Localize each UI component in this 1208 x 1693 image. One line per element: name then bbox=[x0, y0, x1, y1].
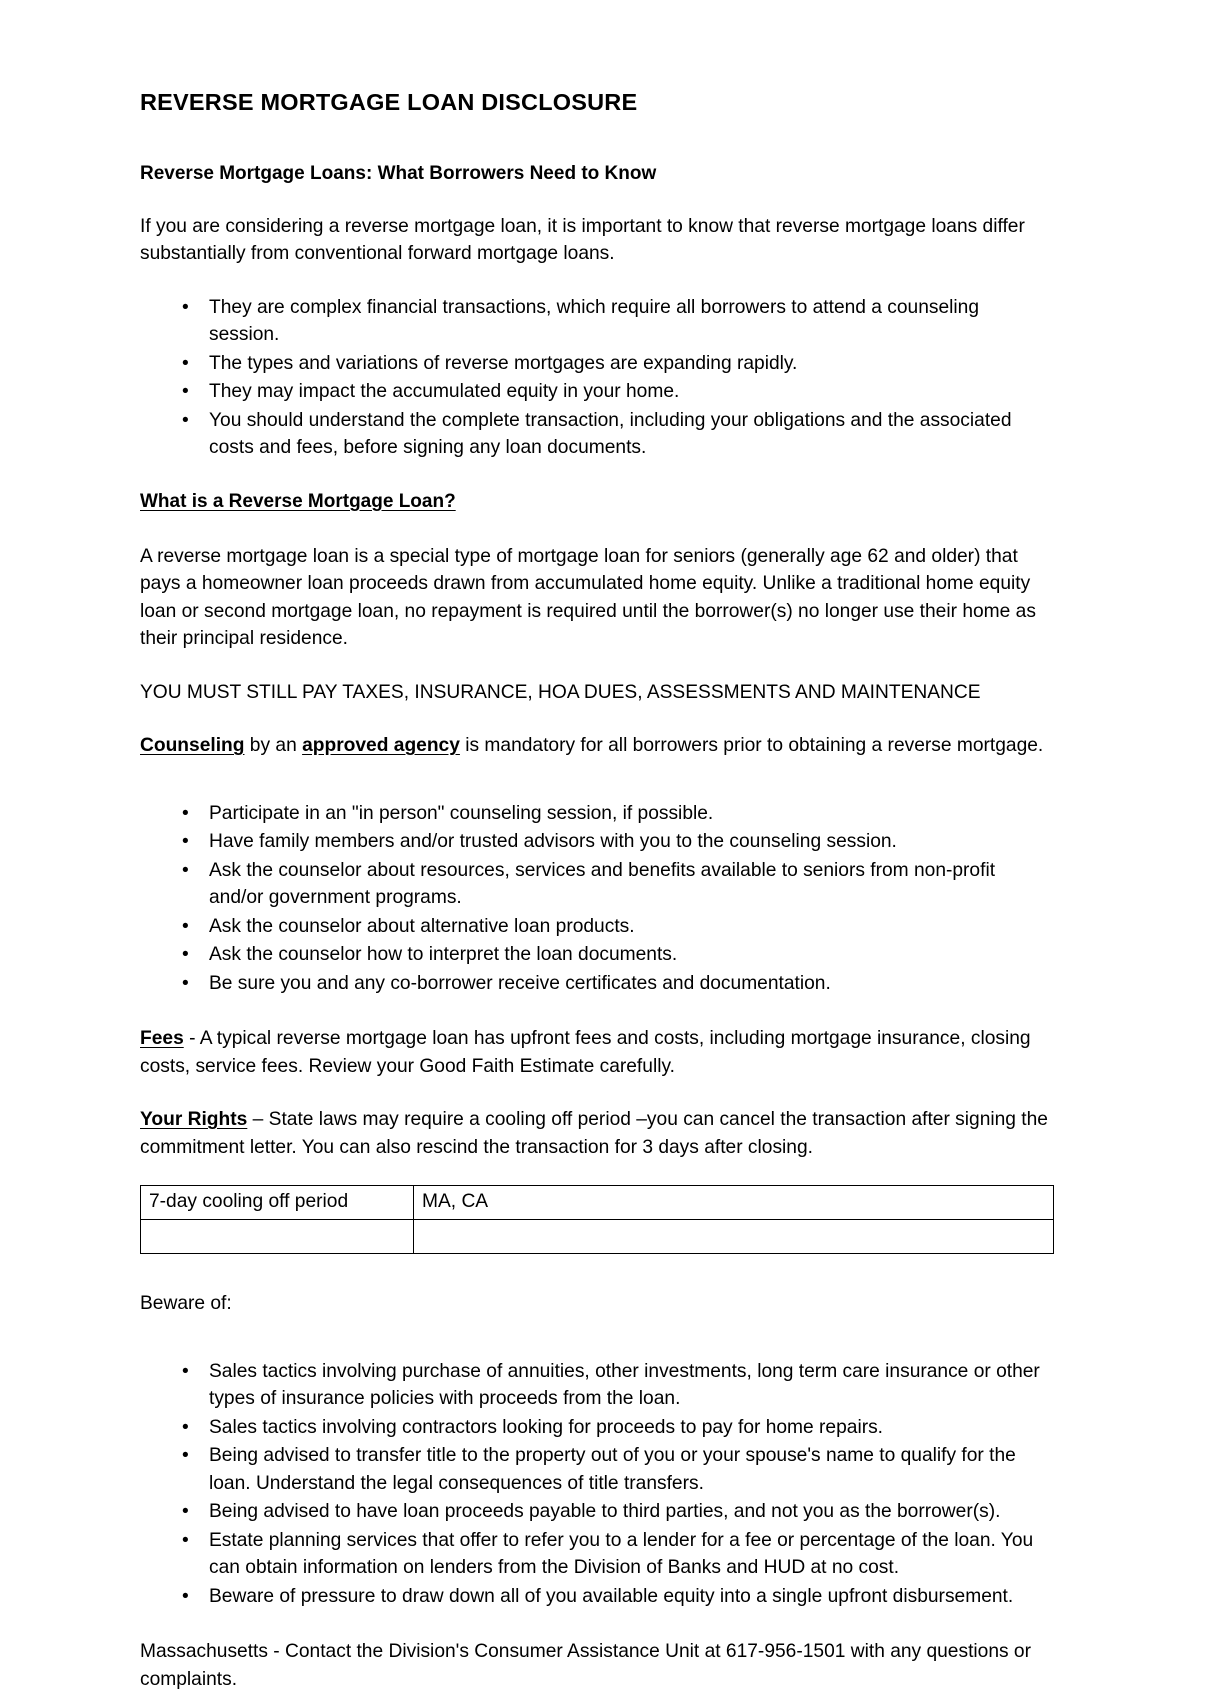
fees-paragraph bbox=[140, 1025, 1052, 1080]
list-item-text: They may impact the accumulated equity in your home. bbox=[209, 381, 680, 403]
list-item bbox=[140, 913, 1052, 941]
closing-paragraph: Massachusetts - Contact the Division's Consumer Assistance Unit at 617-956-1501 with any questions or complaints. bbox=[140, 1641, 1031, 1690]
list-item bbox=[140, 1527, 1052, 1582]
spacer bbox=[140, 786, 1058, 800]
list-item-text: Be sure you and any co-borrower receive certificates and documentation. bbox=[209, 972, 831, 994]
list-item bbox=[140, 1498, 1052, 1526]
list-item-text: Have family members and/or trusted advisors with you to the counseling session. bbox=[209, 831, 897, 853]
bullet-icon: • bbox=[182, 831, 189, 853]
list-item-text: Participate in an "in person" counseling session, if possible. bbox=[209, 802, 714, 824]
list-item-text: Sales tactics involving purchase of annuities, other investments, long term care insurance or other types of insurance policies with proceeds from the loan. bbox=[209, 1360, 1040, 1410]
bullet-icon: • bbox=[182, 352, 189, 374]
list-item-text: You should understand the complete transaction, including your obligations and the associated costs and fees, before signing any loan documents. bbox=[209, 409, 1012, 459]
table-cell-states: MA, CA bbox=[414, 1186, 1054, 1220]
bullet-icon: • bbox=[182, 1445, 189, 1467]
list-item bbox=[140, 350, 1052, 378]
bullet-icon: • bbox=[182, 409, 189, 431]
table-row bbox=[141, 1186, 1054, 1220]
intro-paragraph: If you are considering a reverse mortgage loan, it is important to know that reverse mortgage loans differ substantially from conventional forward mortgage loans. bbox=[140, 215, 1025, 265]
bullet-icon: • bbox=[182, 802, 189, 824]
list-item bbox=[140, 970, 1052, 998]
bullet-icon: • bbox=[182, 944, 189, 966]
what-is-paragraph: A reverse mortgage loan is a special type of mortgage loan for seniors (generally age 62 and older) that pays a homeowner loan proceeds drawn from accumulated home equity. Unlike a traditional home equity loan or second mortgage loan, no repayment is required until the borrower(s) no longer use their home as their principal residence. bbox=[140, 545, 1036, 650]
table-cell-period bbox=[141, 1220, 414, 1254]
approved-agency-term: approved agency bbox=[302, 735, 460, 757]
your-rights-rest-text: – State laws may require a cooling off period –you can cancel the transaction after signing the commitment letter. You can also rescind the transaction for 3 days after closing. bbox=[140, 1109, 1048, 1158]
bullet-icon: • bbox=[182, 1585, 189, 1607]
fees-term: Fees bbox=[140, 1028, 184, 1050]
counseling-rest-text: is mandatory for all borrowers prior to obtaining a reverse mortgage. bbox=[459, 735, 1044, 757]
list-item-text: Being advised to have loan proceeds payable to third parties, and not you as the borrower(s). bbox=[209, 1501, 1001, 1523]
counseling-term: Counseling bbox=[140, 735, 245, 757]
list-item bbox=[140, 1414, 1052, 1442]
intro-bullet-list bbox=[140, 294, 1052, 462]
your-rights-paragraph bbox=[140, 1106, 1052, 1161]
list-item-text: Ask the counselor about alternative loan products. bbox=[209, 915, 635, 937]
list-item-text: Ask the counselor how to interpret the loan documents. bbox=[209, 944, 678, 966]
bullet-icon: • bbox=[182, 859, 189, 881]
beware-bullet-list bbox=[140, 1358, 1052, 1611]
bullet-icon: • bbox=[182, 381, 189, 403]
table-cell-states bbox=[414, 1220, 1054, 1254]
list-item bbox=[140, 407, 1052, 462]
table-row bbox=[141, 1220, 1054, 1254]
list-item-text: Being advised to transfer title to the property out of you or your spouse's name to qualify for the loan. Understand the legal consequences of title transfers. bbox=[209, 1445, 1016, 1494]
your-rights-term: Your Rights bbox=[140, 1109, 248, 1131]
counseling-paragraph bbox=[140, 732, 1052, 760]
list-item-text: Ask the counselor about resources, services and benefits available to seniors from non-profit and/or government programs. bbox=[209, 859, 996, 909]
counseling-bullet-list bbox=[140, 800, 1052, 998]
counseling-mid-text: by an bbox=[244, 735, 303, 757]
list-item-text: Estate planning services that offer to refer you to a lender for a fee or percentage of the loan. You can obtain information on lenders from the Division of Banks and HUD at no cost. bbox=[209, 1529, 1034, 1579]
page-title: REVERSE MORTGAGE LOAN DISCLOSURE bbox=[140, 89, 638, 115]
list-item-text: The types and variations of reverse mortgages are expanding rapidly. bbox=[209, 352, 798, 374]
list-item-text: Beware of pressure to draw down all of you available equity into a single upfront disbursement. bbox=[209, 1585, 1014, 1607]
list-item bbox=[140, 378, 1052, 406]
bullet-icon: • bbox=[182, 1529, 189, 1551]
list-item bbox=[140, 1442, 1052, 1497]
list-item bbox=[140, 857, 1052, 912]
list-item bbox=[140, 941, 1052, 969]
bullet-icon: • bbox=[182, 296, 189, 318]
list-item bbox=[140, 800, 1052, 828]
must-pay-notice: YOU MUST STILL PAY TAXES, INSURANCE, HOA DUES, ASSESSMENTS AND MAINTENANCE bbox=[140, 681, 981, 703]
list-item bbox=[140, 828, 1052, 856]
section-heading-what-is-a-reverse-mortgage-loan: What is a Reverse Mortgage Loan? bbox=[140, 490, 456, 512]
spacer bbox=[140, 1344, 1058, 1358]
bullet-icon: • bbox=[182, 1360, 189, 1382]
table-cell-period: 7-day cooling off period bbox=[141, 1186, 414, 1220]
bullet-icon: • bbox=[182, 1416, 189, 1438]
list-item-text: Sales tactics involving contractors looking for proceeds to pay for home repairs. bbox=[209, 1416, 884, 1438]
fees-rest-text: - A typical reverse mortgage loan has upfront fees and costs, including mortgage insurance, closing costs, service fees. Review your Good Faith Estimate carefully. bbox=[140, 1028, 1031, 1077]
list-item-text: They are complex financial transactions, which require all borrowers to attend a counseling session. bbox=[209, 296, 980, 346]
list-item bbox=[140, 294, 1052, 349]
bullet-icon: • bbox=[182, 915, 189, 937]
bullet-icon: • bbox=[182, 972, 189, 994]
cooling-off-period-table bbox=[140, 1185, 1054, 1254]
section-heading-what-borrowers-need-to-know: Reverse Mortgage Loans: What Borrowers Need to Know bbox=[140, 163, 657, 185]
bullet-icon: • bbox=[182, 1501, 189, 1523]
beware-label: Beware of: bbox=[140, 1293, 232, 1315]
list-item bbox=[140, 1583, 1052, 1611]
list-item bbox=[140, 1358, 1052, 1413]
